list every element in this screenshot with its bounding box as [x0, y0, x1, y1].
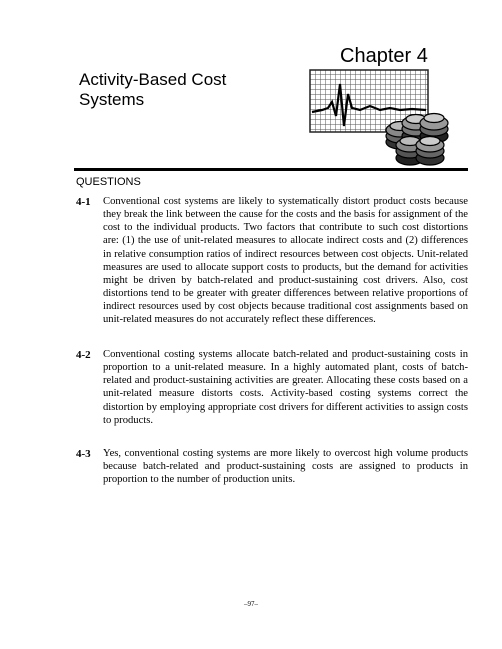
question-item — [76, 195, 468, 327]
coins-chart-illustration — [300, 64, 460, 170]
answer-text: Conventional costing systems allocate batch-related and product-sustaining costs in proportion to a unit-related measure. In a highly automated plant, costs of batch-related and product-sustaining activities are greater. Allocating these costs based on a unit-related measure distorts costs. Activity-based costing systems correct the distortion by employing appropriate cost drivers for different activities to assign costs to products. — [103, 349, 468, 426]
question-item — [76, 348, 468, 427]
section-heading: QUESTIONS — [76, 176, 141, 188]
question-number: 4-1 — [76, 196, 91, 208]
question-item — [76, 447, 468, 486]
answer-text: Conventional cost systems are likely to systematically distort product costs because they break the link between the cause for the costs and the basis for assignment of the cost to the individual products. Two factors that contribute to such cost distortions are: (1) the use of unit-related measures to allocate indirect costs and (2) differences in relative consumption ratios of indirect resources between cost objects. Unit-related measures are used to allocate support costs to products, but the demand for activities might be driven by batch-related and product-sustaining cost drivers. Also, cost distortions tend to be greater with greater differences between relative proportions of indirect resources used by cost objects because traditional cost assignments based on unit-related measures do not accurately reflect these differences. — [103, 196, 468, 326]
question-number: 4-2 — [76, 349, 91, 361]
question-number: 4-3 — [76, 448, 91, 460]
chapter-title: Activity-Based Cost Systems — [79, 70, 227, 109]
page-number: –97– — [244, 600, 258, 608]
chapter-label: Chapter 4 — [340, 45, 428, 67]
answer-text: Yes, conventional costing systems are more likely to overcost high volume products because batch-related and product-sustaining costs are assigned to products in proportion to the number of production units. — [103, 448, 468, 486]
header-divider — [74, 168, 468, 171]
